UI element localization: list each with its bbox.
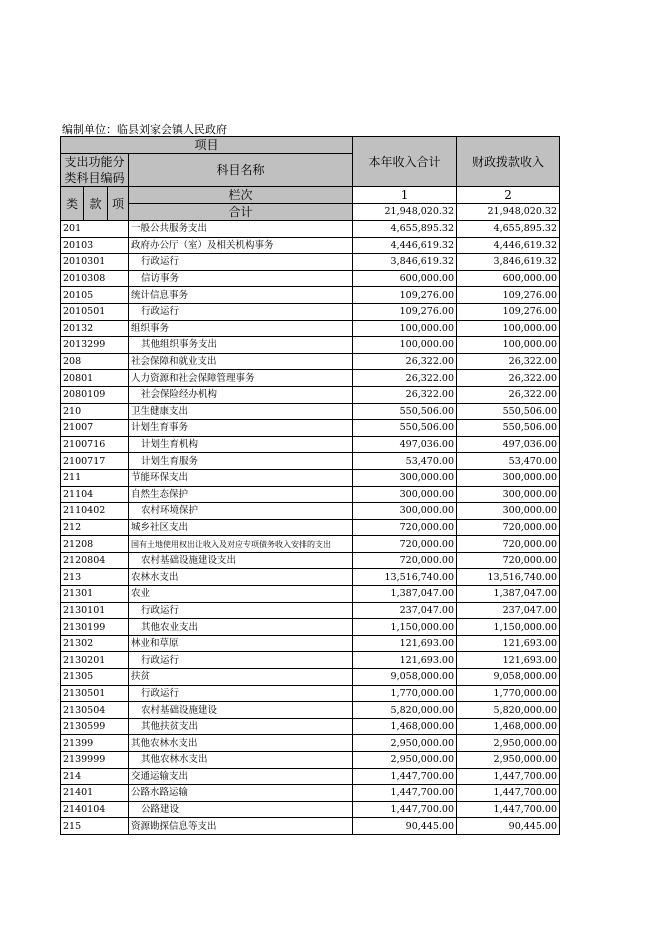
row-income-total: 1,447,700.00 [353,801,457,818]
row-subject-name: 交通运输支出 [129,768,353,785]
row-subject-name: 城乡社区支出 [129,519,353,536]
row-fiscal-income: 1,447,700.00 [457,785,560,802]
row-code: 20132 [61,320,129,337]
table-row [61,436,560,453]
row-subject-name: 行政运行 [129,685,353,702]
row-fiscal-income: 237,047.00 [457,602,560,619]
row-subject-name: 自然生态保护 [129,486,353,503]
row-subject-name: 国有土地使用权出让收入及对应专项债务收入安排的支出 [129,536,353,553]
row-income-total: 9,058,000.00 [353,669,457,686]
row-fiscal-income: 720,000.00 [457,552,560,569]
row-fiscal-income: 13,516,740.00 [457,569,560,586]
row-income-total: 550,506.00 [353,420,457,437]
row-code: 2010308 [61,270,129,287]
row-subject-name: 行政运行 [129,254,353,271]
row-income-total: 109,276.00 [353,303,457,320]
row-income-total: 121,693.00 [353,652,457,669]
row-subject-name: 计划生育服务 [129,453,353,470]
row-income-total: 720,000.00 [353,536,457,553]
row-fiscal-income: 300,000.00 [457,486,560,503]
row-code: 2130101 [61,602,129,619]
row-income-total: 5,820,000.00 [353,702,457,719]
total-fiscal: 21,948,020.32 [457,204,560,221]
table-row [61,536,560,553]
table-row [61,652,560,669]
row-income-total: 3,846,619.32 [353,254,457,271]
row-subject-name: 公路建设 [129,801,353,818]
row-income-total: 100,000.00 [353,337,457,354]
col-num-2: 2 [457,187,560,204]
row-fiscal-income: 4,655,895.32 [457,221,560,238]
col-num-1: 1 [353,187,457,204]
row-code: 2010501 [61,303,129,320]
row-code: 21401 [61,785,129,802]
row-fiscal-income: 26,322.00 [457,353,560,370]
row-income-total: 109,276.00 [353,287,457,304]
row-subject-name: 计划生育机构 [129,436,353,453]
row-subject-name: 其他农业支出 [129,619,353,636]
table-body [61,221,560,835]
table-row [61,702,560,719]
row-code: 208 [61,353,129,370]
row-income-total: 300,000.00 [353,486,457,503]
row-subject-name: 其他扶贫支出 [129,718,353,735]
header-fiscal-income: 财政拨款收入 [457,137,560,187]
row-fiscal-income: 720,000.00 [457,519,560,536]
row-fiscal-income: 26,322.00 [457,370,560,387]
row-fiscal-income: 9,058,000.00 [457,669,560,686]
row-code: 21399 [61,735,129,752]
row-subject-name: 卫生健康支出 [129,403,353,420]
row-income-total: 26,322.00 [353,353,457,370]
header-lei: 类 [61,187,84,221]
row-subject-name: 其他农林水支出 [129,735,353,752]
row-subject-name: 社会保险经办机构 [129,386,353,403]
row-fiscal-income: 4,446,619.32 [457,237,560,254]
row-code: 2013299 [61,337,129,354]
row-income-total: 2,950,000.00 [353,735,457,752]
row-fiscal-income: 550,506.00 [457,403,560,420]
row-income-total: 53,470.00 [353,453,457,470]
row-fiscal-income: 1,468,000.00 [457,718,560,735]
row-income-total: 121,693.00 [353,635,457,652]
row-code: 212 [61,519,129,536]
row-income-total: 2,950,000.00 [353,752,457,769]
table-row [61,801,560,818]
row-code: 21208 [61,536,129,553]
row-code: 2139999 [61,752,129,769]
row-code: 214 [61,768,129,785]
table-row [61,353,560,370]
table-row [61,453,560,470]
row-income-total: 600,000.00 [353,270,457,287]
row-code: 21007 [61,420,129,437]
row-fiscal-income: 53,470.00 [457,453,560,470]
row-income-total: 1,447,700.00 [353,785,457,802]
table-row [61,254,560,271]
header-xiang: 项 [108,187,129,221]
row-code: 20105 [61,287,129,304]
header-code-group-line1: 支出功能分 [64,155,125,169]
row-fiscal-income: 109,276.00 [457,303,560,320]
row-fiscal-income: 90,445.00 [457,818,560,835]
row-subject-name: 扶贫 [129,669,353,686]
table-row [61,519,560,536]
header-subject-name: 科目名称 [129,154,353,187]
table-row [61,386,560,403]
row-code: 20103 [61,237,129,254]
row-code: 210 [61,403,129,420]
total-income: 21,948,020.32 [353,204,457,221]
row-subject-name: 其他组织事务支出 [129,337,353,354]
compiling-unit: 编制单位：临县刘家会镇人民政府 [62,123,227,136]
budget-table [60,136,560,835]
table-row [61,503,560,520]
table-row [61,785,560,802]
row-fiscal-income: 1,770,000.00 [457,685,560,702]
row-fiscal-income: 1,447,700.00 [457,801,560,818]
row-code: 21305 [61,669,129,686]
table-row [61,552,560,569]
row-income-total: 237,047.00 [353,602,457,619]
row-code: 2010301 [61,254,129,271]
row-income-total: 720,000.00 [353,519,457,536]
row-fiscal-income: 2,950,000.00 [457,752,560,769]
row-subject-name: 计划生育事务 [129,420,353,437]
row-fiscal-income: 1,387,047.00 [457,586,560,603]
row-fiscal-income: 600,000.00 [457,270,560,287]
row-fiscal-income: 100,000.00 [457,337,560,354]
row-code: 2130201 [61,652,129,669]
row-subject-name: 农村环境保护 [129,503,353,520]
row-subject-name: 农林水支出 [129,569,353,586]
row-fiscal-income: 3,846,619.32 [457,254,560,271]
row-code: 201 [61,221,129,238]
row-fiscal-income: 720,000.00 [457,536,560,553]
row-subject-name: 节能环保支出 [129,469,353,486]
row-code: 2100717 [61,453,129,470]
row-subject-name: 农业 [129,586,353,603]
row-fiscal-income: 497,036.00 [457,436,560,453]
table-row [61,486,560,503]
row-subject-name: 人力资源和社会保障管理事务 [129,370,353,387]
table-row [61,320,560,337]
row-income-total: 497,036.00 [353,436,457,453]
row-income-total: 1,770,000.00 [353,685,457,702]
table-row [61,403,560,420]
row-income-total: 1,387,047.00 [353,586,457,603]
row-subject-name: 信访事务 [129,270,353,287]
row-fiscal-income: 26,322.00 [457,386,560,403]
row-income-total: 13,516,740.00 [353,569,457,586]
row-code: 2130504 [61,702,129,719]
row-code: 2080109 [61,386,129,403]
header-kuan: 款 [84,187,108,221]
row-income-total: 1,447,700.00 [353,768,457,785]
table-row [61,337,560,354]
row-subject-name: 统计信息事务 [129,287,353,304]
row-code: 2130599 [61,718,129,735]
header-project: 项目 [61,137,353,154]
table-row [61,635,560,652]
header-code-group [61,154,129,187]
table-row [61,370,560,387]
row-subject-name: 组织事务 [129,320,353,337]
row-code: 2140104 [61,801,129,818]
row-fiscal-income: 300,000.00 [457,503,560,520]
table-row [61,303,560,320]
row-income-total: 4,655,895.32 [353,221,457,238]
table-row [61,735,560,752]
row-subject-name: 其他农林水支出 [129,752,353,769]
row-fiscal-income: 121,693.00 [457,652,560,669]
table-row [61,818,560,835]
table-row [61,237,560,254]
row-code: 2100716 [61,436,129,453]
row-fiscal-income: 550,506.00 [457,420,560,437]
row-income-total: 26,322.00 [353,370,457,387]
row-income-total: 90,445.00 [353,818,457,835]
row-fiscal-income: 2,950,000.00 [457,735,560,752]
row-code: 213 [61,569,129,586]
table-row [61,586,560,603]
table-row [61,602,560,619]
row-income-total: 1,468,000.00 [353,718,457,735]
table-row [61,221,560,238]
table-row [61,569,560,586]
row-subject-name: 农村基础设施建设 [129,702,353,719]
table-header [61,137,560,221]
row-subject-name: 行政运行 [129,652,353,669]
row-fiscal-income: 300,000.00 [457,469,560,486]
row-income-total: 300,000.00 [353,503,457,520]
row-income-total: 26,322.00 [353,386,457,403]
row-subject-name: 一般公共服务支出 [129,221,353,238]
row-fiscal-income: 1,447,700.00 [457,768,560,785]
row-subject-name: 行政运行 [129,602,353,619]
row-income-total: 4,446,619.32 [353,237,457,254]
row-code: 21301 [61,586,129,603]
row-code: 21302 [61,635,129,652]
table-row [61,270,560,287]
row-subject-name: 林业和草原 [129,635,353,652]
row-fiscal-income: 1,150,000.00 [457,619,560,636]
row-subject-name: 公路水路运输 [129,785,353,802]
row-code: 2130501 [61,685,129,702]
header-column-order: 栏次 [129,187,353,204]
row-code: 2110402 [61,503,129,520]
row-code: 215 [61,818,129,835]
table-row [61,768,560,785]
row-income-total: 300,000.00 [353,469,457,486]
row-subject-name: 农村基础设施建设支出 [129,552,353,569]
row-code: 211 [61,469,129,486]
row-code: 20801 [61,370,129,387]
row-income-total: 720,000.00 [353,552,457,569]
row-income-total: 100,000.00 [353,320,457,337]
row-code: 2120804 [61,552,129,569]
table-row [61,287,560,304]
table-row [61,752,560,769]
table-row [61,619,560,636]
table-row [61,669,560,686]
row-subject-name: 资源勘探信息等支出 [129,818,353,835]
row-fiscal-income: 5,820,000.00 [457,702,560,719]
row-subject-name: 社会保障和就业支出 [129,353,353,370]
row-fiscal-income: 100,000.00 [457,320,560,337]
table-row [61,718,560,735]
header-code-group-line2: 类科目编码 [64,171,125,185]
table-row [61,685,560,702]
table-row [61,469,560,486]
row-fiscal-income: 109,276.00 [457,287,560,304]
row-subject-name: 行政运行 [129,303,353,320]
row-code: 21104 [61,486,129,503]
header-income-total: 本年收入合计 [353,137,457,187]
row-income-total: 1,150,000.00 [353,619,457,636]
row-subject-name: 政府办公厅（室）及相关机构事务 [129,237,353,254]
row-income-total: 550,506.00 [353,403,457,420]
row-fiscal-income: 121,693.00 [457,635,560,652]
total-label: 合计 [129,204,353,221]
row-code: 2130199 [61,619,129,636]
table-row [61,420,560,437]
